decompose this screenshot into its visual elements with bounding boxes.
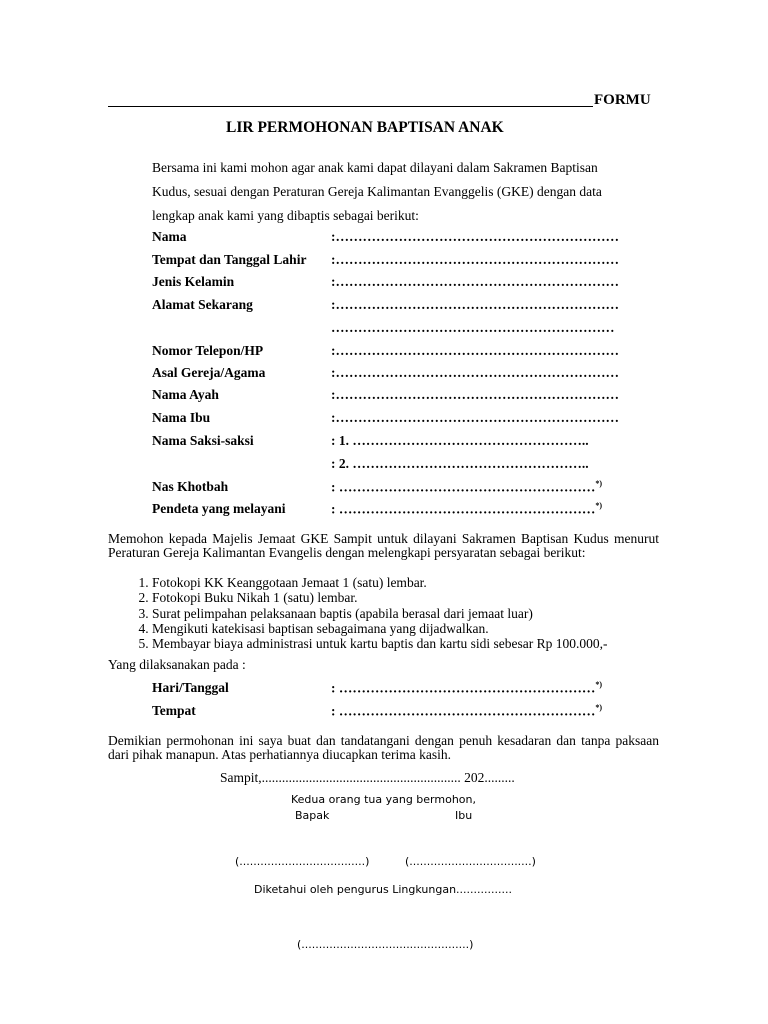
field-label-telepon: Nomor Telepon/HP — [152, 343, 264, 358]
field-value-nas-khotbah: : …………………………………………………*) — [331, 479, 603, 495]
footnote-mark: *) — [595, 501, 603, 510]
field-label-jenis-kelamin: Jenis Kelamin — [152, 274, 235, 289]
requirements-list — [108, 575, 608, 651]
official-signature-line: (................................................) — [297, 938, 474, 951]
field-value-telepon: :……………………………………………………… — [331, 343, 619, 358]
field-label-tempat-tanggal-lahir: Tempat dan Tanggal Lahir — [152, 252, 307, 267]
list-item: 3. Surat pelimpahan pelaksanaan baptis (apabila berasal dari jemaat luar) — [152, 606, 608, 621]
field-value-nama-ayah: :……………………………………………………… — [331, 387, 619, 402]
field-value-tempat: : …………………………………………………*) — [331, 703, 603, 719]
list-item: 2. Fotokopi Buku Nikah 1 (satu) lembar. — [152, 590, 608, 605]
field-value-alamat-line2: ……………………………………………………… — [331, 320, 615, 335]
list-item: 1. Fotokopi KK Keanggotaan Jemaat 1 (satu) lembar. — [152, 575, 608, 590]
field-value-saksi-2: : 2. …………………………………………….. — [331, 456, 589, 471]
list-item: 5. Membayar biaya administrasi untuk kartu baptis dan kartu sidi sebesar Rp 100.000,- — [152, 636, 608, 651]
mother-label: Ibu — [455, 809, 473, 822]
field-value-hari-tanggal: : …………………………………………………*) — [331, 680, 603, 696]
field-label-pendeta: Pendeta yang melayani — [152, 501, 286, 516]
intro-line: lengkap anak kami yang dibaptis sebagai berikut: — [152, 208, 419, 223]
field-value-pendeta: : …………………………………………………*) — [331, 501, 603, 517]
field-value-asal-gereja: :……………………………………………………… — [331, 365, 619, 380]
field-value-nama: :……………………………………………………… — [331, 229, 619, 244]
field-label-hari-tanggal: Hari/Tanggal — [152, 680, 229, 695]
header-rule — [108, 106, 593, 107]
footnote-mark: *) — [595, 479, 603, 488]
intro-line: Bersama ini kami mohon agar anak kami dapat dilayani dalam Sakramen Baptisan — [152, 160, 598, 175]
father-label: Bapak — [295, 809, 330, 822]
field-label-nas-khotbah: Nas Khotbah — [152, 479, 229, 494]
field-value-nama-ibu: :……………………………………………………… — [331, 410, 619, 425]
field-label-saksi: Nama Saksi-saksi — [152, 433, 254, 448]
field-label-alamat: Alamat Sekarang — [152, 297, 253, 312]
place-date: Sampit,........................................................... 202......... — [220, 770, 515, 785]
parents-heading: Kedua orang tua yang bermohon, — [291, 793, 476, 806]
field-value-alamat: :……………………………………………………… — [331, 297, 619, 312]
mother-signature-line: (...................................) — [405, 855, 536, 868]
request-paragraph: Memohon kepada Majelis Jemaat GKE Sampit untuk dilayani Sakramen Baptisan Kudus menurut Peraturan Gereja Kalimantan Evangelis dengan melengkapi persyaratan sebagai berikut: — [108, 531, 659, 560]
list-item: 4. Mengikuti katekisasi baptisan sebagaimana yang dijadwalkan. — [152, 621, 608, 636]
closing-paragraph: Demikian permohonan ini saya buat dan tandatangani dengan penuh kesadaran dan tanpa paksaan dari pihak manapun. Atas perhatiannya diucapkan terima kasih. — [108, 733, 659, 762]
footnote-mark: *) — [595, 680, 603, 689]
footnote-mark: *) — [595, 703, 603, 712]
father-signature-line: (....................................) — [235, 855, 370, 868]
field-value-tempat-tanggal-lahir: :……………………………………………………… — [331, 252, 619, 267]
intro-line: Kudus, sesuai dengan Peraturan Gereja Kalimantan Evanggelis (GKE) dengan data — [152, 184, 602, 199]
field-label-nama-ibu: Nama Ibu — [152, 410, 211, 425]
field-value-jenis-kelamin: :……………………………………………………… — [331, 274, 619, 289]
field-label-tempat: Tempat — [152, 703, 196, 718]
field-label-nama-ayah: Nama Ayah — [152, 387, 219, 402]
schedule-intro: Yang dilaksanakan pada : — [108, 657, 246, 672]
field-label-nama: Nama — [152, 229, 187, 244]
known-by-label: Diketahui oleh pengurus Lingkungan................ — [254, 883, 512, 896]
field-label-asal-gereja: Asal Gereja/Agama — [152, 365, 266, 380]
form-header-text: FORMU — [594, 92, 651, 108]
page-title: LIR PERMOHONAN BAPTISAN ANAK — [226, 119, 504, 136]
field-value-saksi-1: : 1. …………………………………………….. — [331, 433, 589, 448]
